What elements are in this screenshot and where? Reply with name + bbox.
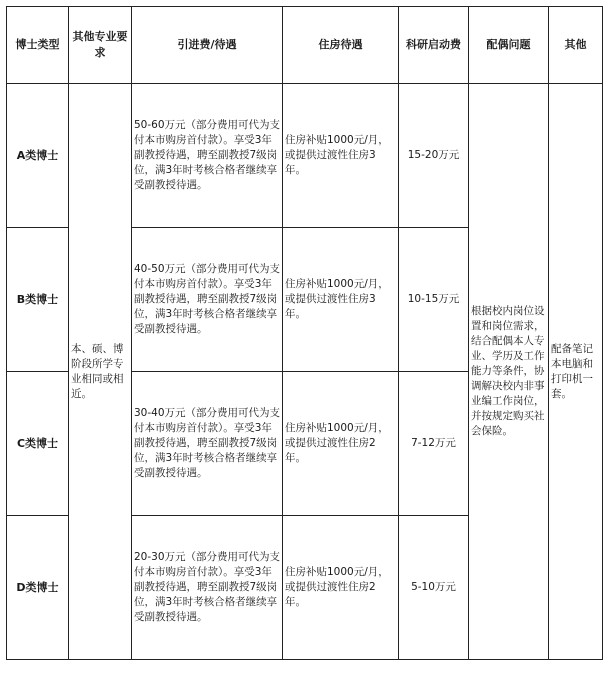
header-research-fund: 科研启动费 <box>399 7 469 84</box>
fee-text: 30-40万元（部分费用可代为支付本市购房首付款）。享受3年副教授待遇，聘至副教授7级岗位，满3年时考核合格者继续享受副教授待遇。 <box>132 372 283 516</box>
spouse-text: 根据校内岗位设置和岗位需求，结合配偶本人专业、学历及工作能力等条件，协调解决校内非事业编工作岗位，并按规定购买社会保险。 <box>469 84 549 660</box>
research-fund: 10-15万元 <box>399 228 469 372</box>
research-fund: 7-12万元 <box>399 372 469 516</box>
doctor-type: A类博士 <box>7 84 69 228</box>
other-requirements: 本、硕、博阶段所学专业相同或相近。 <box>69 84 132 660</box>
header-spouse: 配偶问题 <box>469 7 549 84</box>
talent-treatment-table <box>6 6 603 660</box>
doctor-type: D类博士 <box>7 516 69 660</box>
doctor-type: C类博士 <box>7 372 69 516</box>
header-row <box>7 7 603 84</box>
research-fund: 5-10万元 <box>399 516 469 660</box>
housing-text: 住房补贴1000元/月，或提供过渡性住房2年。 <box>283 516 399 660</box>
table-row <box>7 84 603 228</box>
header-fee: 引进费/待遇 <box>132 7 283 84</box>
research-fund: 15-20万元 <box>399 84 469 228</box>
fee-text: 40-50万元（部分费用可代为支付本市购房首付款）。享受3年副教授待遇，聘至副教授7级岗位，满3年时考核合格者继续享受副教授待遇。 <box>132 228 283 372</box>
doctor-type: B类博士 <box>7 228 69 372</box>
housing-text: 住房补贴1000元/月，或提供过渡性住房2年。 <box>283 372 399 516</box>
fee-text: 50-60万元（部分费用可代为支付本市购房首付款）。享受3年副教授待遇，聘至副教授7级岗位，满3年时考核合格者继续享受副教授待遇。 <box>132 84 283 228</box>
header-housing: 住房待遇 <box>283 7 399 84</box>
header-doctor-type: 博士类型 <box>7 7 69 84</box>
fee-text: 20-30万元（部分费用可代为支付本市购房首付款）。享受3年副教授待遇，聘至副教授7级岗位，满3年时考核合格者继续享受副教授待遇。 <box>132 516 283 660</box>
header-other-requirements: 其他专业要求 <box>69 7 132 84</box>
housing-text: 住房补贴1000元/月，或提供过渡性住房3年。 <box>283 228 399 372</box>
other-text: 配备笔记本电脑和打印机一套。 <box>549 84 603 660</box>
header-other: 其他 <box>549 7 603 84</box>
housing-text: 住房补贴1000元/月，或提供过渡性住房3年。 <box>283 84 399 228</box>
